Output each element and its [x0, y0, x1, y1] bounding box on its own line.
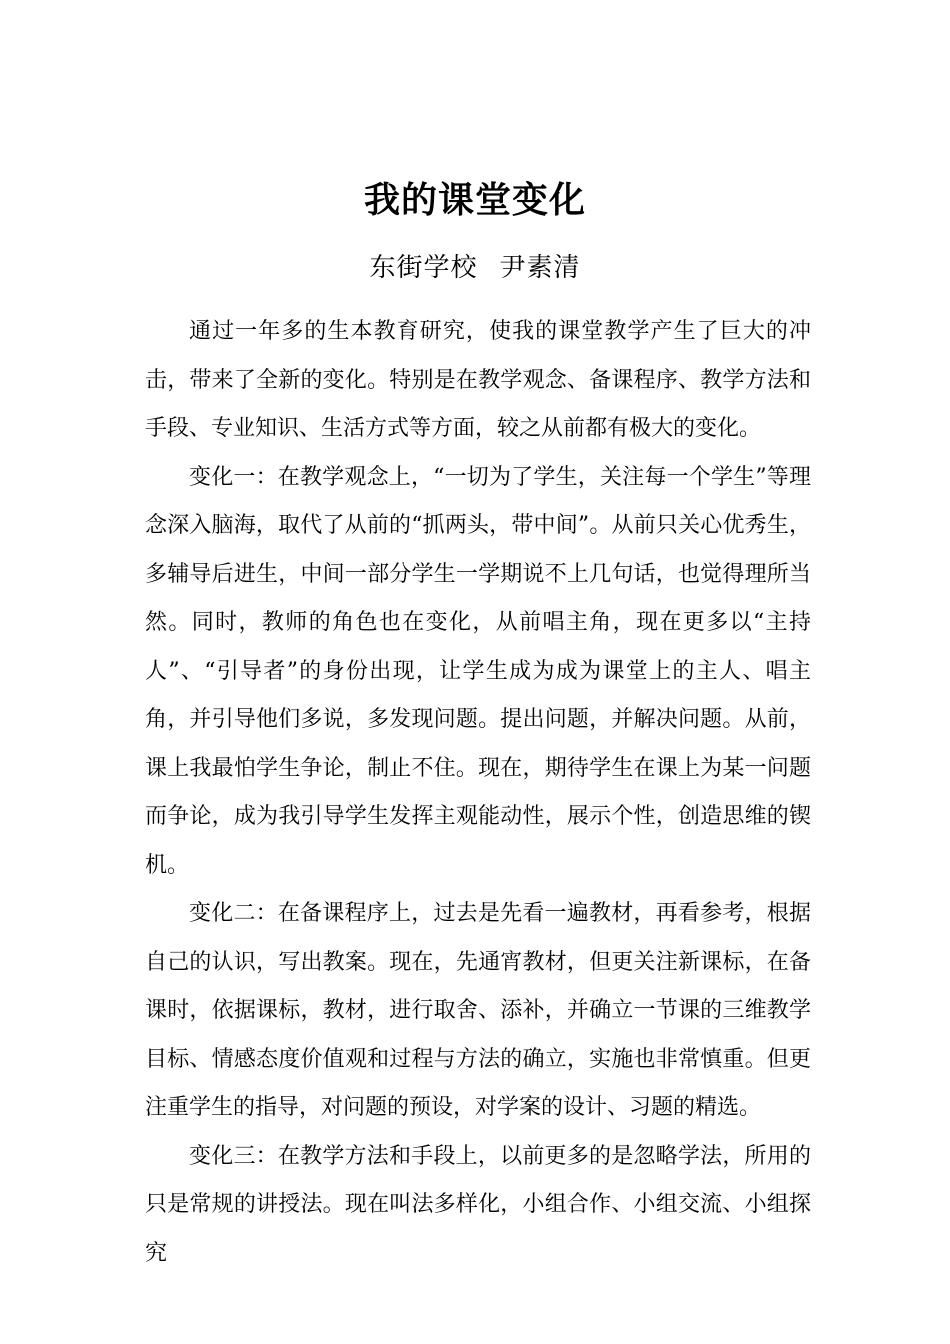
paragraph-intro: 通过一年多的生本教育研究，使我的课堂教学产生了巨大的冲击，带来了全新的变化。特别是在教学观念、备课程序、教学方法和手段、专业知识、生活方式等方面，较之从前都有极大的变化。 — [145, 319, 811, 441]
page-title: 我的课堂变化 — [363, 179, 586, 221]
author-name: 尹素清 — [499, 253, 581, 283]
body-text — [145, 308, 811, 1278]
paragraph-change-3: 变化三：在教学方法和手段上，以前更多的是忽略学法，所用的只是常规的讲授法。现在叫法多样化，小组合作、小组交流、小组探究 — [145, 1143, 811, 1266]
author-line — [0, 246, 950, 290]
paragraph-change-2: 变化二：在备课程序上，过去是先看一遍教材，再看参考，根据自己的认识，写出教案。现在，先通宵教材，但更关注新课标，在备课时，依据课标，教材，进行取舍、添补，并确立一节课的三维教学目标、情感态度价值观和过程与方法的确立，实施也非常慎重。但更注重学生的指导，对问题的预设，对学案的设计、习题的精选。 — [145, 901, 811, 1120]
paragraph-change-1: 变化一：在教学观念上，“一切为了学生，关注每一个学生”等理念深入脑海，取代了从前的“抓两头，带中间”。从前只关心优秀生，多辅导后进生，中间一部分学生一学期说不上几句话，也觉得理所当然。同时，教师的角色也在变化，从前唱主角，现在更多以“主持人”、“引导者”的身份出现，让学生成为成为课堂上的主人、唱主角，并引导他们多说，多发现问题。提出问题，并解决问题。从前，课上我最怕学生争论，制止不住。现在，期待学生在课上为某一问题而争论，成为我引导学生发挥主观能动性，展示个性，创造思维的锲机。 — [145, 464, 811, 878]
author-school: 东街学校 — [369, 253, 478, 283]
